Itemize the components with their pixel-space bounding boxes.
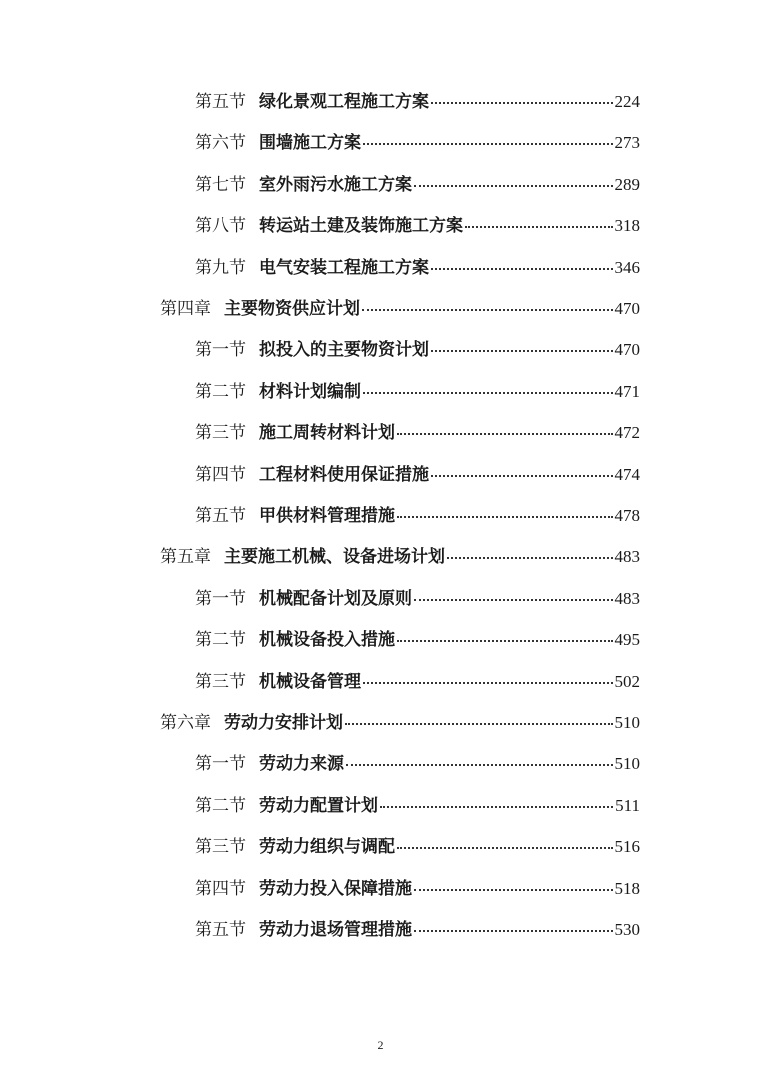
toc-entry-page: 483 [614,547,640,567]
toc-entry-title: 电气安装工程施工方案 [259,257,429,278]
toc-entry-number: 第四节 [195,464,246,485]
toc-chapter-entry[interactable] [160,543,640,571]
dot-leader [380,806,613,808]
toc-section-entry[interactable] [195,833,640,861]
toc-entry-page: 530 [614,920,640,939]
toc-entry-page: 518 [614,878,640,898]
dot-leader [414,599,613,601]
toc-entry-page: 516 [614,837,640,857]
dot-leader [414,930,613,932]
page-number-footer: 2 [377,1038,384,1052]
toc-entry-page: 510 [614,713,640,732]
dot-leader [465,226,613,228]
toc-entry-page: 478 [614,506,640,525]
dot-leader [431,350,613,352]
toc-entry-title: 围墙施工方案 [259,133,361,154]
toc-section-entry[interactable] [195,750,640,778]
toc-entry-title: 劳动力来源 [259,754,344,775]
toc-entry-number: 第三节 [195,671,246,692]
toc-entry-page: 502 [614,671,640,691]
toc-entry-page: 224 [614,92,640,111]
toc-section-entry[interactable] [195,171,640,199]
toc-entry-page: 346 [614,257,640,277]
dot-leader [431,102,613,104]
toc-entry-number: 第一节 [195,754,246,775]
toc-entry-number: 第九节 [195,257,246,278]
toc-entry-number: 第五节 [195,920,246,940]
toc-entry-title: 机械设备管理 [259,671,361,692]
toc-section-entry[interactable] [195,419,640,447]
toc-entry-page: 472 [614,423,640,443]
toc-entry-number: 第一节 [195,588,246,609]
toc-entry-title: 主要施工机械、设备进场计划 [224,547,445,568]
toc-entry-title: 机械设备投入措施 [259,630,395,651]
dot-leader [363,682,613,684]
toc-section-entry[interactable] [195,502,640,530]
toc-section-entry[interactable] [195,336,640,364]
toc-entry-number: 第二节 [195,630,246,651]
toc-entry-title: 施工周转材料计划 [259,423,395,444]
dot-leader [397,640,613,642]
toc-section-entry[interactable] [195,129,640,157]
toc-entry-title: 机械配备计划及原则 [259,588,412,609]
toc-entry-title: 转运站土建及装饰施工方案 [259,216,463,237]
dot-leader [362,309,613,311]
toc-entry-number: 第三节 [195,837,246,858]
dot-leader [397,516,613,518]
toc-entry-page: 474 [614,464,640,484]
toc-section-entry[interactable] [195,212,640,240]
toc-section-entry[interactable] [195,254,640,282]
toc-entry-number: 第五节 [195,92,246,112]
toc-entry-page: 495 [614,630,640,650]
toc-entry-number: 第四章 [160,299,211,319]
toc-section-entry[interactable] [195,88,640,116]
toc-entry-page: 510 [614,754,640,774]
toc-entry-page: 483 [614,588,640,608]
dot-leader [345,723,613,725]
dot-leader [363,392,613,394]
dot-leader [431,475,613,477]
toc-entry-title: 劳动力组织与调配 [259,837,395,858]
dot-leader [447,557,613,559]
dot-leader [414,185,613,187]
toc-entry-title: 劳动力安排计划 [224,713,343,733]
toc-entry-number: 第八节 [195,216,246,237]
toc-chapter-entry[interactable] [160,709,640,737]
toc-section-entry[interactable] [195,668,640,696]
dot-leader [363,143,613,145]
toc-entry-title: 拟投入的主要物资计划 [259,340,429,361]
toc-section-entry[interactable] [195,378,640,406]
toc-section-entry[interactable] [195,875,640,903]
dot-leader [346,764,613,766]
dot-leader [414,889,613,891]
dot-leader [431,268,613,270]
toc-entry-number: 第五节 [195,506,246,526]
toc-entry-number: 第一节 [195,340,246,361]
toc-entry-title: 甲供材料管理措施 [259,506,395,526]
toc-entry-page: 289 [614,174,640,194]
toc-entry-number: 第四节 [195,878,246,899]
toc-entry-title: 劳动力配置计划 [259,795,378,816]
toc-entry-title: 劳动力退场管理措施 [259,920,412,940]
toc-entry-number: 第二节 [195,381,246,402]
toc-entry-page: 318 [614,216,640,236]
toc-entry-page: 273 [614,133,640,153]
toc-entry-number: 第三节 [195,423,246,444]
toc-entry-number: 第五章 [160,547,211,568]
toc-entry-title: 室外雨污水施工方案 [259,174,412,195]
toc-entry-title: 工程材料使用保证措施 [259,464,429,485]
toc-section-entry[interactable] [195,916,640,944]
toc-entry-title: 劳动力投入保障措施 [259,878,412,899]
toc-section-entry[interactable] [195,585,640,613]
toc-entry-title: 绿化景观工程施工方案 [259,92,429,112]
dot-leader [397,847,613,849]
toc-chapter-entry[interactable] [160,295,640,323]
toc-section-entry[interactable] [195,792,640,820]
toc-entry-page: 511 [615,795,640,815]
toc-section-entry[interactable] [195,626,640,654]
toc-entry-number: 第六节 [195,133,246,154]
toc-entry-page: 470 [614,299,640,318]
dot-leader [397,433,613,435]
toc-entry-page: 470 [614,340,640,360]
toc-entry-number: 第七节 [195,174,246,195]
toc-entry-number: 第二节 [195,795,246,816]
toc-entry-number: 第六章 [160,713,211,733]
toc-section-entry[interactable] [195,461,640,489]
toc-entry-title: 主要物资供应计划 [224,299,360,319]
toc-entry-title: 材料计划编制 [259,381,361,402]
toc-entry-page: 471 [614,381,640,401]
